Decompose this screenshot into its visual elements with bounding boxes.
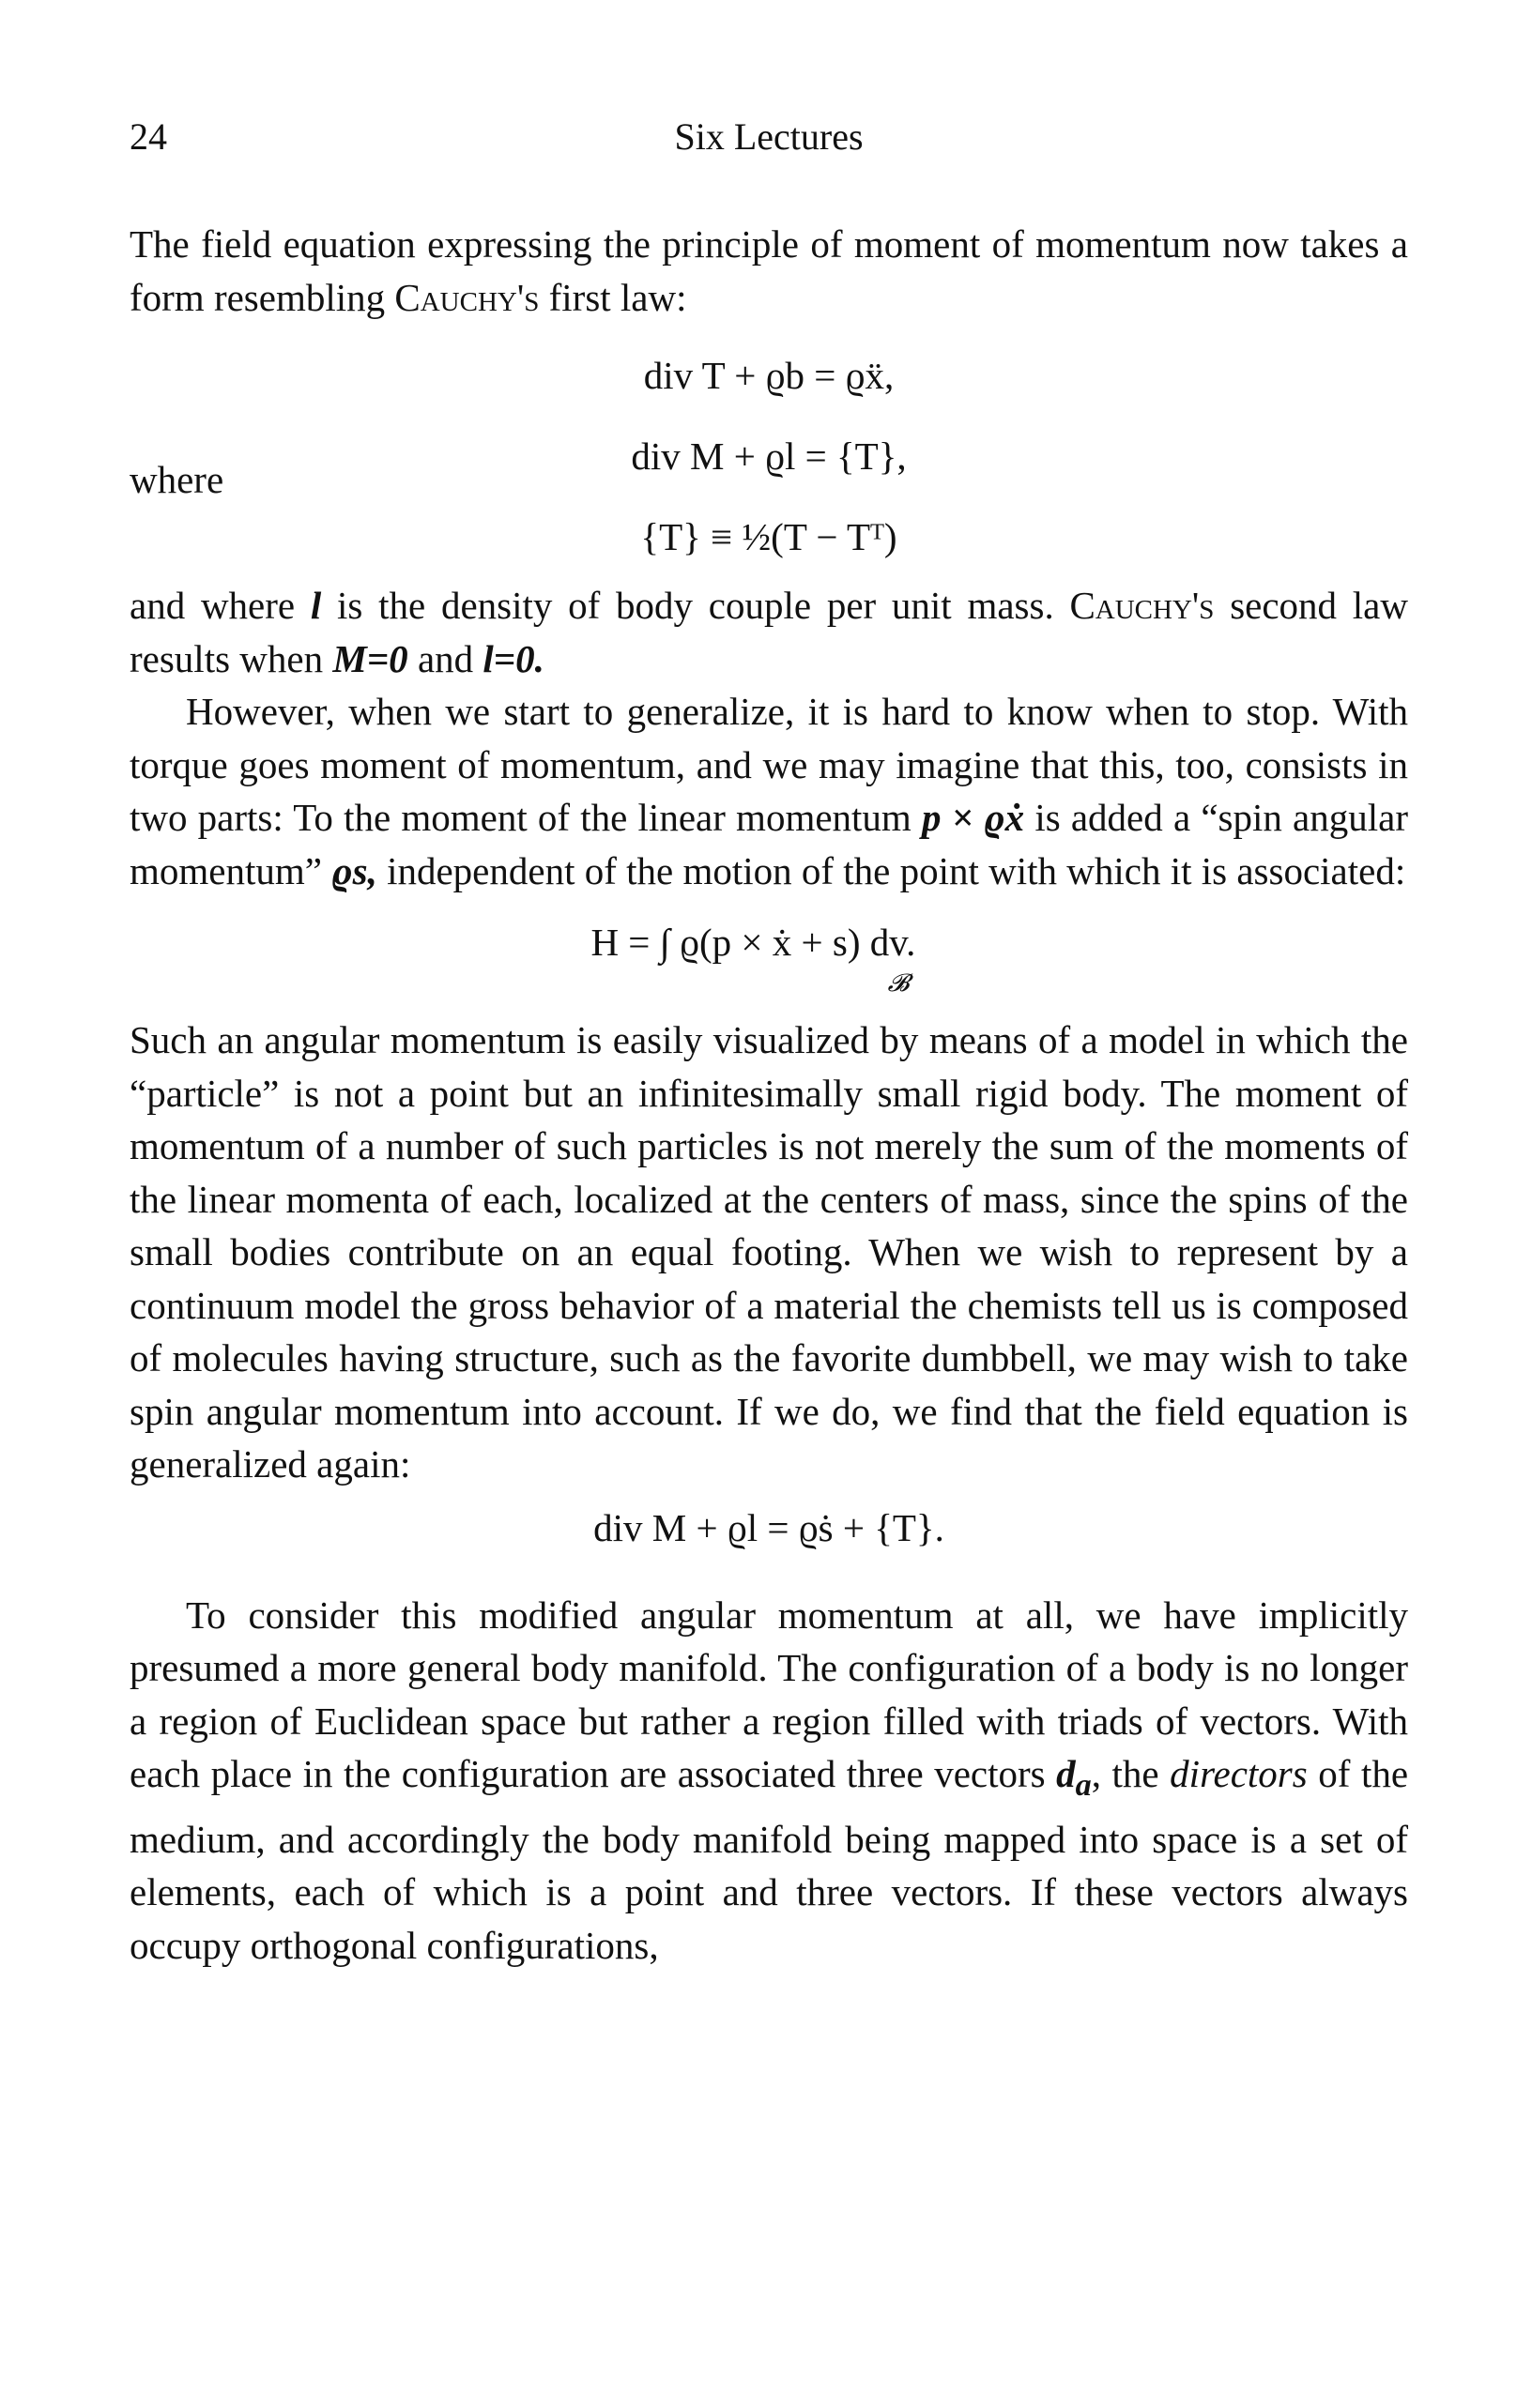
- equation-block-1: [130, 335, 1408, 577]
- equation-angular-momentum: H = ∫ ϱ(p × ẋ + s) dv. $_𝓑$: [590, 921, 916, 997]
- running-head: [130, 114, 1408, 171]
- paragraph-3: However, when we start to generalize, it is hard to know when to stop. With torque goes moment of momentum, and we may imagine that this, too, consists in two parts: To the moment of the linear momentum p × ϱẋ is added a “spin angular momentum” ϱs, independent of the motion of the point with which it is associated:: [130, 690, 1408, 892]
- paragraph-4: Such an angular momentum is easily visualized by means of a model in which the “particle” is not a point but an infinitesimally small rigid body. The moment of momentum of a number of such particles is not merely the sum of the moments of the linear momenta of each, localized at the centers of mass, since the spins of the small bodies contribute on an equal footing. When we wish to represent by a continuum model the gross behavior of a material the chemists tell us is composed of molecules having structure, such as the favorite dumbbell, we may wish to take spin angular momentum into account. If we do, we find that the field equation is generalized again:: [130, 1018, 1408, 1486]
- condition-m: M=0: [332, 636, 408, 680]
- where-label: where: [130, 458, 224, 501]
- paragraph-2: and where l is the density of body couple per unit mass. Cauchy's second law results when M=0 and l=0.: [130, 584, 1408, 680]
- paragraph-1: The field equation expressing the principle of moment of momentum now takes a form resembling Cauchy's first law:: [130, 222, 1408, 319]
- paragraph-5: To consider this modified angular momentum at all, we have implicitly presumed a more general body manifold. The configuration of a body is no longer a region of Euclidean space but rather a region filled with triads of vectors. With each place in the configuration are associated three vectors $d_a$, the directors of the medium, and accordingly the body manifold being mapped into space is a set of elements, each of which is a point and three vectors. If these vectors always occupy orthogonal configurations,: [130, 1593, 1409, 1967]
- equation-linear-momentum: div T + ϱb = ϱẍ,: [643, 354, 895, 397]
- equation-skew-part: {T} ≡ ½(T − Tᵀ): [640, 515, 897, 558]
- directors-term: directors: [1170, 1752, 1308, 1795]
- equation-moment-of-momentum: div M + ϱl = {T},: [631, 434, 907, 478]
- director-vector: $d_a$: [1056, 1752, 1092, 1804]
- condition-l: l=0.: [483, 636, 544, 680]
- spin-expr: ϱs,: [331, 848, 377, 892]
- page-number: 24: [130, 115, 167, 158]
- cauchy-name: Cauchy's: [394, 275, 540, 319]
- running-title: Six Lectures: [674, 115, 864, 158]
- cauchy-name-2: Cauchy's: [1069, 584, 1215, 627]
- symbol-l: l: [310, 584, 322, 627]
- body-text: [130, 218, 1408, 1972]
- linear-momentum-expr: p × ϱẋ: [922, 796, 1025, 839]
- equation-generalized: div M + ϱl = ϱṡ + {T}.: [593, 1505, 944, 1549]
- body-symbol: 𝓑: [887, 969, 910, 997]
